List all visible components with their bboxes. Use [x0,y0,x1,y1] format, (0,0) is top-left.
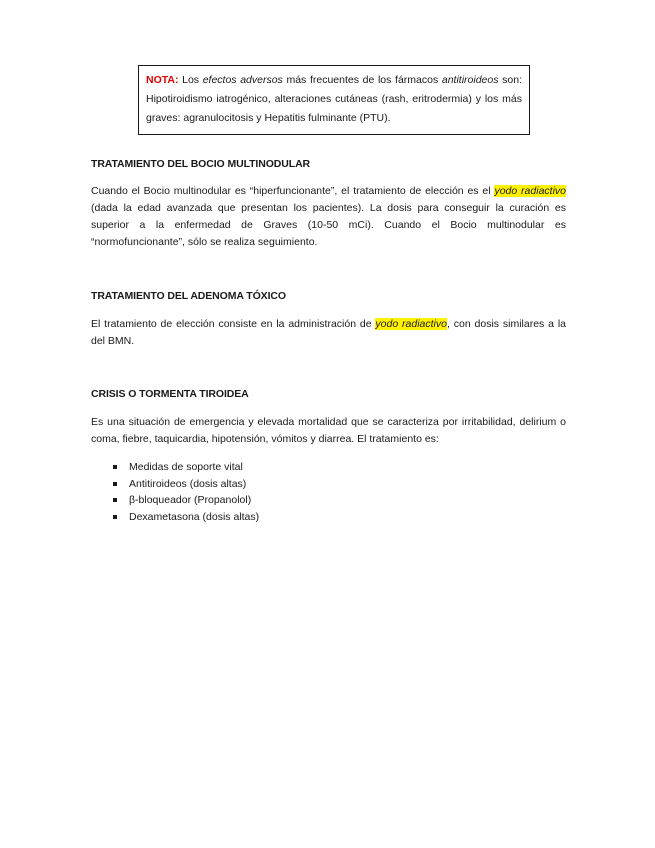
bullet-icon [113,515,117,519]
section-title-adenoma: TRATAMIENTO DEL ADENOMA TÓXICO [91,290,286,302]
bullet-icon [113,498,117,502]
list-item-label: Antitiroideos (dosis altas) [129,477,247,490]
paragraph-crisis: Es una situación de emergencia y elevada mortalidad que se caracteriza por irritabilidad, delirium o coma, fiebre, taquicardia, hipotensión, vómitos y diarrea. El tratamiento es: [91,416,566,445]
note-italic-antithyroid: antitiroideos [441,74,499,86]
list-item-label: β-bloqueador (Propanolol) [129,494,252,506]
note-box [138,65,530,135]
paragraph-text: (dada la edad avanzada que presentan los pacientes). La dosis para conseguir la curación es superior a la enfermedad de Graves (10-50 mCi). Cuando el Bocio multinodular es “normofuncionante”, sólo se realiza seguimiento. [91,202,566,248]
list-item [91,509,259,526]
note-text [146,71,522,128]
note-text-part: son: Hipotiroidismo iatrogénico, alteraciones cutáneas (rash, eritrodermia) y los más graves: agranulocitosis y Hepatitis fulminante (PTU). [146,74,522,124]
bullet-icon [113,465,117,469]
list-item-label: Dexametasona (dosis altas) [129,510,260,523]
section-title-crisis: CRISIS O TORMENTA TIROIDEA [91,388,249,400]
paragraph-text: El tratamiento de elección consiste en la administración de [91,318,376,330]
bullet-icon [113,482,117,486]
list-item [91,459,259,476]
paragraph-adenoma [91,316,566,350]
paragraph-bocio [91,183,566,251]
note-text-part: más frecuentes de los fármacos [282,74,442,86]
highlight-yodo-radiactivo: yodo radiactivo [375,318,447,330]
paragraph-text: Cuando el Bocio multinodular es “hiperfuncionante”, el tratamiento de elección es el [91,185,495,197]
list-item [91,492,259,509]
treatment-list [91,459,259,525]
list-item [91,476,259,493]
note-italic-adverse-effects: efectos adversos [202,74,283,86]
highlight-yodo-radiactivo: yodo radiactivo [494,185,566,197]
note-label: NOTA: [146,74,179,86]
note-text-part: Los [178,74,203,86]
list-item-label: Medidas de soporte vital [129,461,243,473]
paragraph-text: , con dosis similares a la del BMN. [91,318,566,347]
section-title-bocio: TRATAMIENTO DEL BOCIO MULTINODULAR [91,158,311,170]
